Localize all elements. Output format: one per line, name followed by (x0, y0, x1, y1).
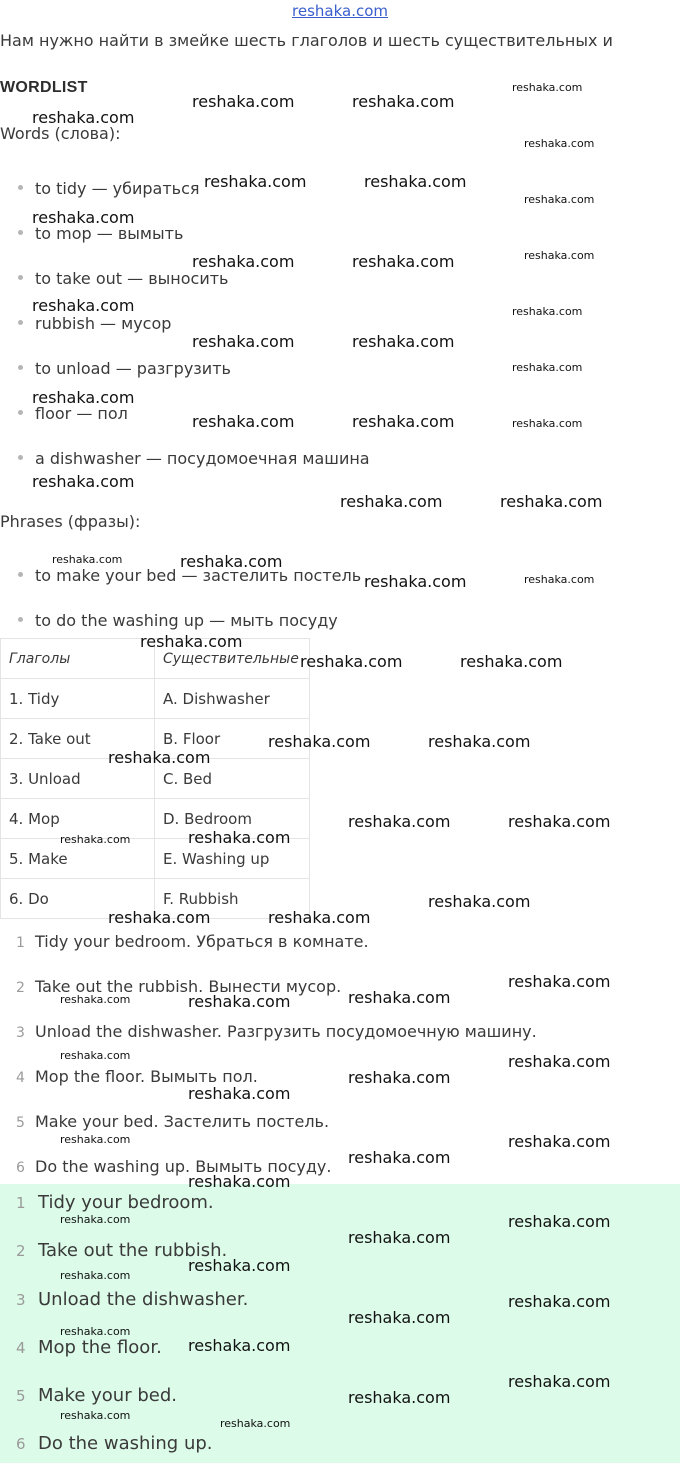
table-cell: D. Bedroom (155, 799, 310, 839)
match-table (0, 638, 310, 919)
watermark: reshaka.com (428, 732, 531, 751)
watermark: reshaka.com (460, 652, 563, 671)
table-cell: 3. Unload (1, 759, 155, 799)
clipped-text-line (370, 60, 450, 68)
table-cell: 6. Do (1, 879, 155, 919)
word-item: to take out — выносить (18, 269, 228, 288)
watermark: reshaka.com (508, 972, 611, 991)
bullet-dot-icon (18, 410, 23, 415)
watermark: reshaka.com (188, 992, 291, 1011)
table-row (1, 679, 310, 719)
bullet-dot-icon (18, 230, 23, 235)
word-item: to tidy — убираться (18, 179, 200, 198)
translation-line: 3 Unload the dishwasher. Разгрузить посудомоечную машину. (16, 1022, 537, 1041)
table-cell: 5. Make (1, 839, 155, 879)
table-cell: 2. Take out (1, 719, 155, 759)
watermark: reshaka.com (512, 81, 583, 94)
answer-line: 5 Make your bed. (16, 1385, 177, 1406)
watermark: reshaka.com (60, 1049, 131, 1062)
bullet-dot-icon (18, 185, 23, 190)
watermark: reshaka.com (192, 332, 295, 351)
watermark: reshaka.com (500, 492, 603, 511)
watermark: reshaka.com (364, 172, 467, 191)
header-cell-verbs: Глаголы (1, 639, 155, 679)
watermark: reshaka.com (204, 172, 307, 191)
watermark: reshaka.com (428, 892, 531, 911)
watermark: reshaka.com (192, 412, 295, 431)
watermark: reshaka.com (188, 828, 291, 847)
watermark: reshaka.com (180, 552, 283, 571)
table-row (1, 799, 310, 839)
watermark: reshaka.com (512, 305, 583, 318)
word-item: rubbish — мусор (18, 314, 171, 333)
watermark: reshaka.com (108, 908, 211, 927)
bullet-dot-icon (18, 572, 23, 577)
table-cell: B. Floor (155, 719, 310, 759)
watermark: reshaka.com (268, 908, 371, 927)
watermark: reshaka.com (508, 1052, 611, 1071)
answer-line: 2 Take out the rubbish. (16, 1240, 228, 1261)
answer-line: 3 Unload the dishwasher. (16, 1289, 249, 1310)
watermark: reshaka.com (364, 572, 467, 591)
phrase-item: to do the washing up — мыть посуду (18, 611, 338, 630)
watermark: reshaka.com (60, 993, 131, 1006)
translation-line: 4 Mop the floor. Вымыть пол. (16, 1067, 258, 1086)
translation-line: 6 Do the washing up. Вымыть посуду. (16, 1157, 332, 1176)
watermark: reshaka.com (192, 92, 295, 111)
watermark: reshaka.com (524, 249, 595, 262)
word-item: to unload — разгрузить (18, 359, 231, 378)
answer-line: 4 Mop the floor. (16, 1337, 162, 1358)
watermark: reshaka.com (60, 1269, 131, 1282)
watermark: reshaka.com (524, 137, 595, 150)
watermark: reshaka.com (508, 1372, 611, 1391)
table-cell: 1. Tidy (1, 679, 155, 719)
watermark: reshaka.com (300, 652, 403, 671)
watermark: reshaka.com (60, 1409, 131, 1422)
site-link[interactable]: reshaka.com (292, 2, 388, 20)
watermark: reshaka.com (512, 417, 583, 430)
watermark: reshaka.com (348, 1068, 451, 1087)
watermark: reshaka.com (508, 1212, 611, 1231)
watermark: reshaka.com (140, 632, 243, 651)
words-heading: Words (слова): (0, 124, 121, 143)
table-row (1, 719, 310, 759)
table-row (1, 839, 310, 879)
wordlist-heading: WORDLIST (0, 79, 88, 96)
bullet-dot-icon (18, 275, 23, 280)
answer-box (0, 1184, 680, 1463)
watermark: reshaka.com (188, 1172, 291, 1191)
watermark: reshaka.com (220, 1417, 291, 1430)
watermark: reshaka.com (188, 1084, 291, 1103)
phrases-heading: Phrases (фразы): (0, 512, 141, 531)
answer-line: 1 Tidy your bedroom. (16, 1192, 214, 1213)
table-cell: 4. Mop (1, 799, 155, 839)
watermark: reshaka.com (60, 1133, 131, 1146)
watermark: reshaka.com (348, 1388, 451, 1407)
table-header-row (1, 639, 310, 679)
bullet-dot-icon (18, 365, 23, 370)
watermark: reshaka.com (348, 1148, 451, 1167)
watermark: reshaka.com (192, 252, 295, 271)
bullet-dot-icon (18, 617, 23, 622)
watermark: reshaka.com (508, 1132, 611, 1151)
watermark: reshaka.com (348, 1308, 451, 1327)
word-item: floor — пол (18, 404, 128, 423)
watermark: reshaka.com (32, 108, 135, 127)
watermark: reshaka.com (508, 812, 611, 831)
watermark: reshaka.com (188, 1256, 291, 1275)
watermark: reshaka.com (352, 412, 455, 431)
word-item: a dishwasher — посудомоечная машина (18, 449, 370, 468)
bullet-dot-icon (18, 320, 23, 325)
table-cell: A. Dishwasher (155, 679, 310, 719)
watermark: reshaka.com (32, 472, 135, 491)
watermark: reshaka.com (524, 193, 595, 206)
watermark: reshaka.com (60, 1213, 131, 1226)
watermark: reshaka.com (352, 252, 455, 271)
header-cell-nouns: Существительные (155, 639, 310, 679)
watermark: reshaka.com (108, 748, 211, 767)
table-row (1, 879, 310, 919)
table-row (1, 759, 310, 799)
watermark: reshaka.com (32, 208, 135, 227)
watermark: reshaka.com (348, 1228, 451, 1247)
watermark: reshaka.com (524, 573, 595, 586)
phrase-item: to make your bed — застелить постель (18, 566, 361, 585)
watermark: reshaka.com (512, 361, 583, 374)
watermark: reshaka.com (352, 92, 455, 111)
intro-text: Нам нужно найти в змейке шесть глаголов и шесть существительных и (0, 31, 613, 50)
watermark: reshaka.com (52, 553, 123, 566)
table-cell: C. Bed (155, 759, 310, 799)
watermark: reshaka.com (340, 492, 443, 511)
watermark: reshaka.com (508, 1292, 611, 1311)
watermark: reshaka.com (32, 388, 135, 407)
table-cell: E. Washing up (155, 839, 310, 879)
watermark: reshaka.com (352, 332, 455, 351)
word-item: to mop — вымыть (18, 224, 183, 243)
answer-line: 6 Do the washing up. (16, 1433, 213, 1454)
translation-line: 1 Tidy your bedroom. Убраться в комнате. (16, 932, 369, 951)
watermark: reshaka.com (188, 1336, 291, 1355)
translation-line: 5 Make your bed. Застелить постель. (16, 1112, 330, 1131)
watermark: reshaka.com (348, 812, 451, 831)
watermark: reshaka.com (32, 296, 135, 315)
table-cell: F. Rubbish (155, 879, 310, 919)
bullet-dot-icon (18, 455, 23, 460)
watermark: reshaka.com (60, 833, 131, 846)
watermark: reshaka.com (348, 988, 451, 1007)
translation-line: 2 Take out the rubbish. Вынести мусор. (16, 977, 342, 996)
watermark: reshaka.com (60, 1325, 131, 1338)
watermark: reshaka.com (268, 732, 371, 751)
